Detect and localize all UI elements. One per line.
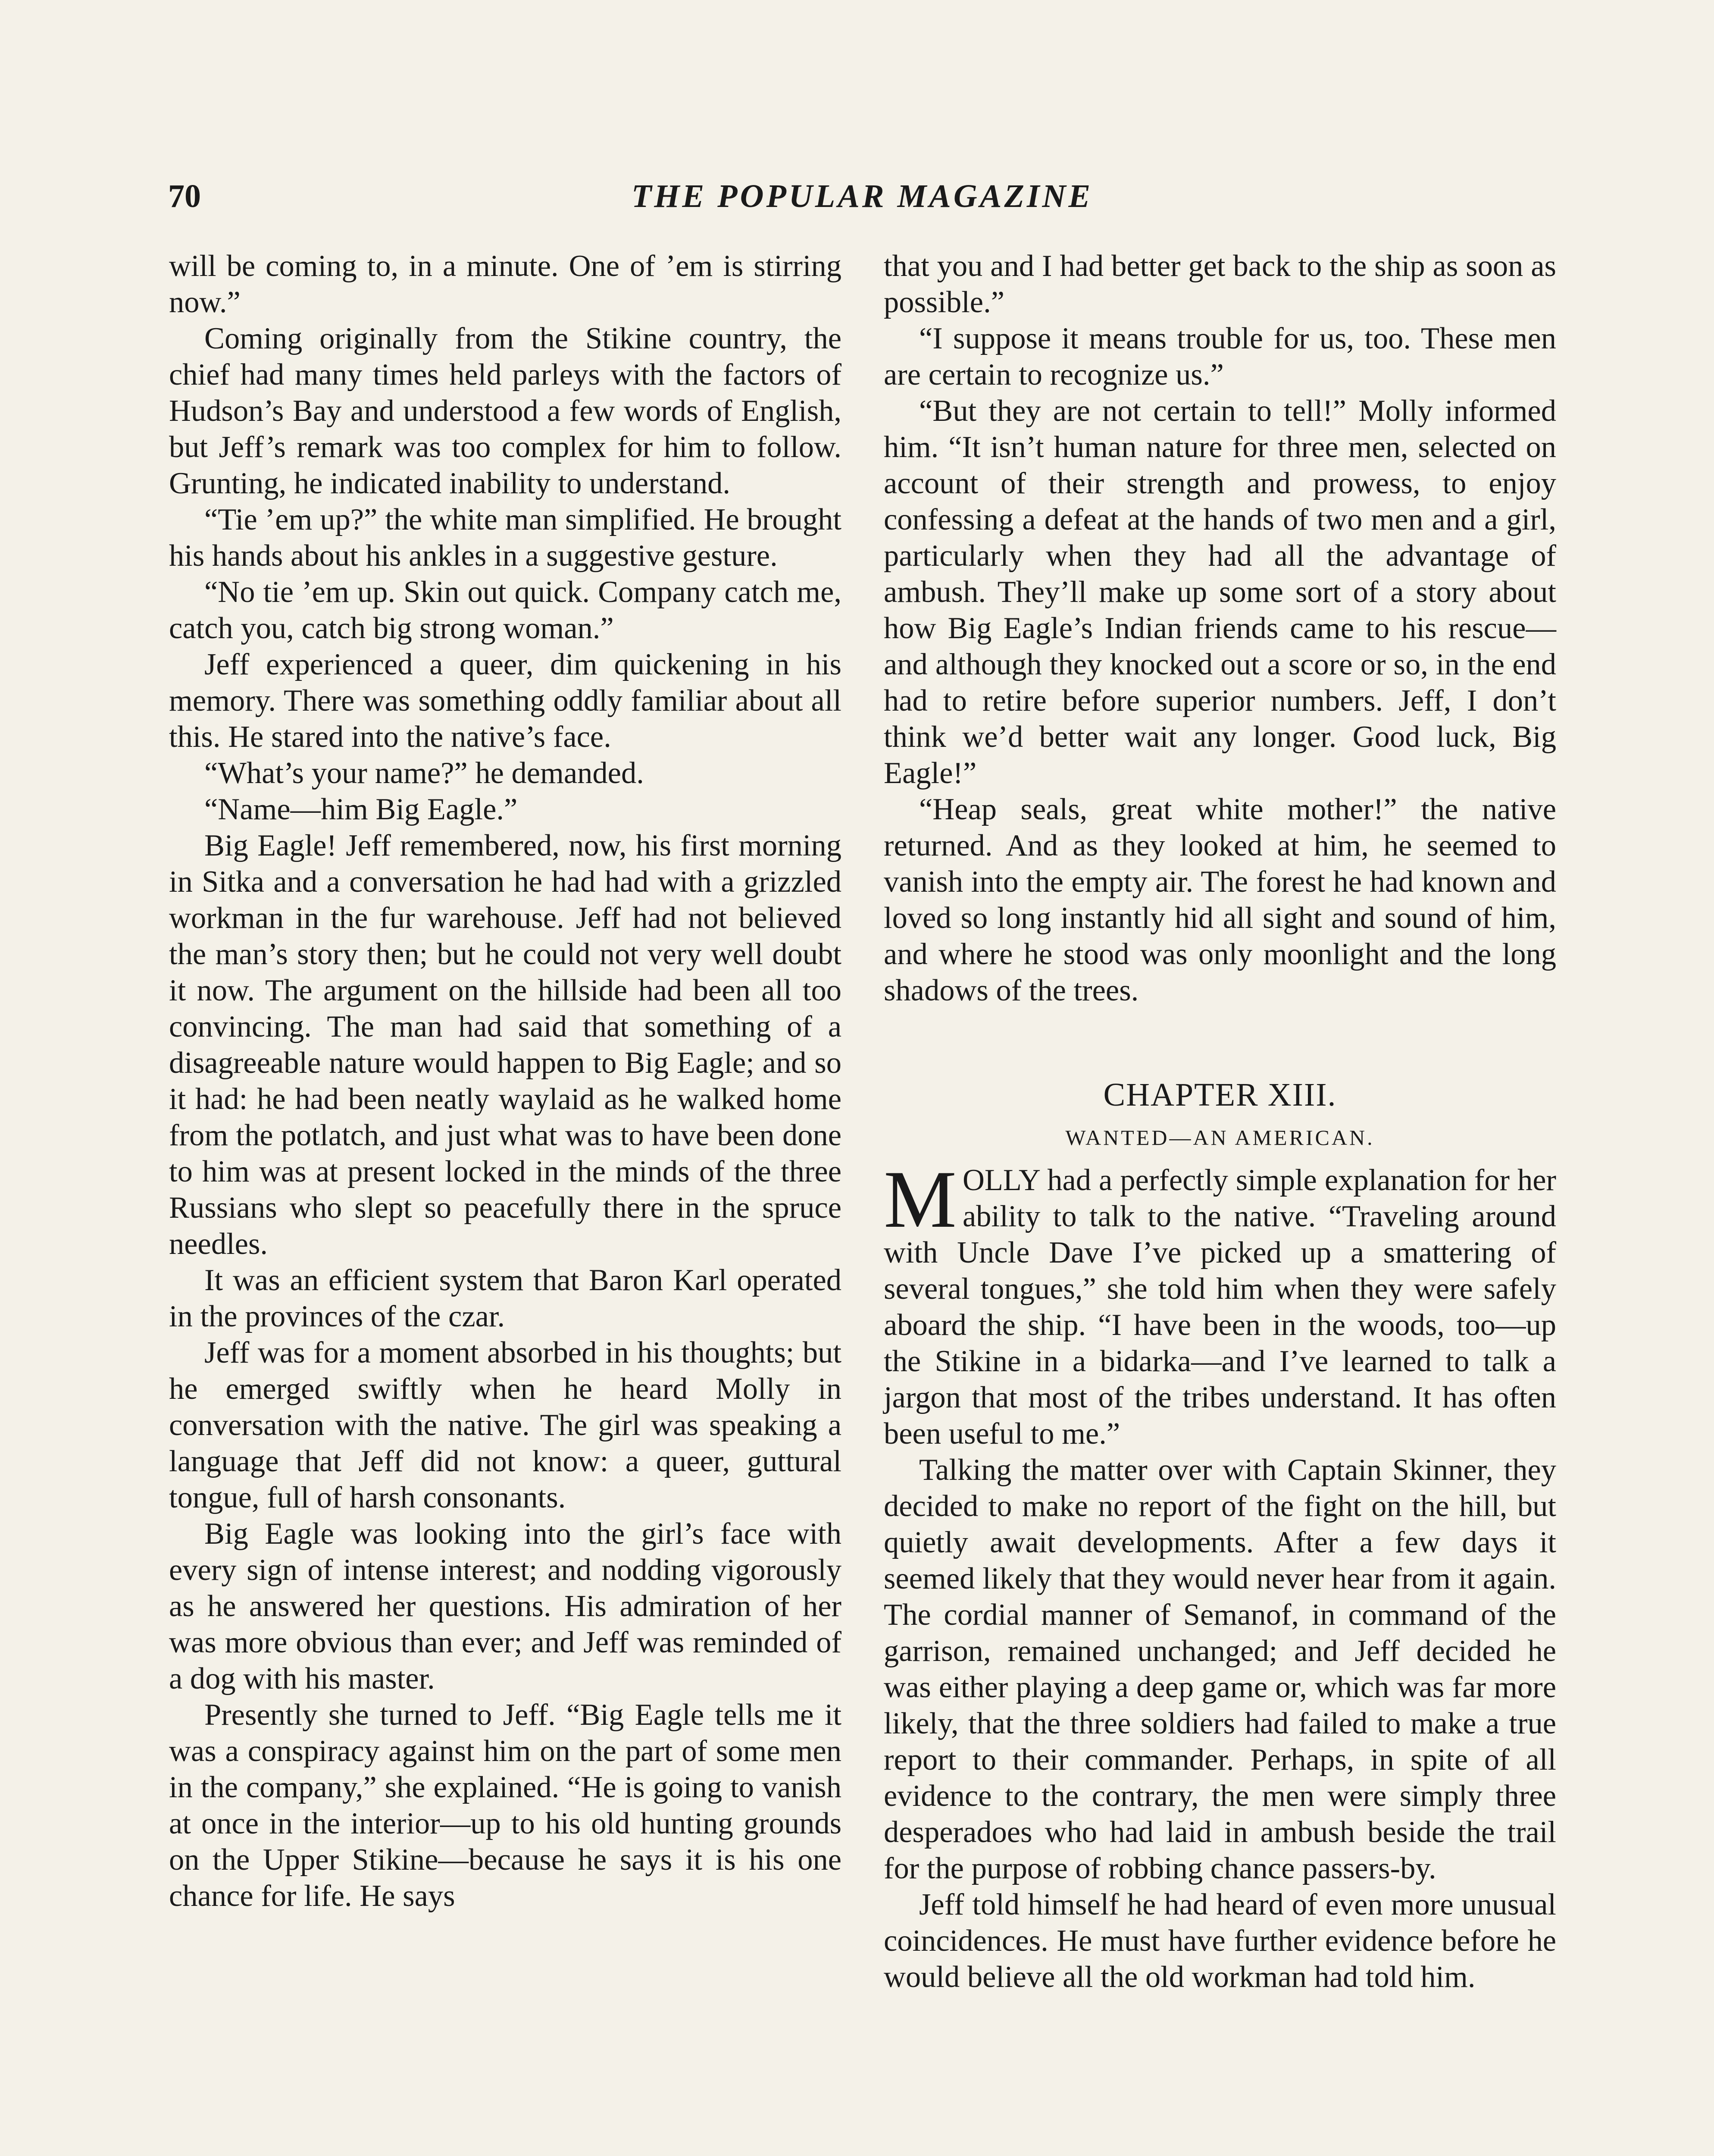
paragraph: Presently she turned to Jeff. “Big Eagle tells me it was a conspiracy against him on the part of some men in the company,” she explained. “He is going to vanish at once in the interior—up to his old hunting grounds on the Upper Stikine—because he says it is his one chance for life. He says <box>169 1698 841 1913</box>
paragraph: that you and I had better get back to the ship as soon as possible.” <box>884 249 1556 319</box>
page-number: 70 <box>168 178 201 214</box>
paragraph: Jeff was for a moment absorbed in his thoughts; but he emerged swiftly when he heard Molly in conversation with the native. The girl was speaking a language that Jeff did not know: a queer, guttural tongue, full of harsh consonants. <box>169 1336 841 1514</box>
paragraph: Big Eagle! Jeff remembered, now, his first morning in Sitka and a conversation he had had with a grizzled workman in the fur warehouse. Jeff had not believed the man’s story then; but he could not very well doubt it now. The argument on the hillside had been all too convincing. The man had said that something of a disagreeable nature would happen to Big Eagle; and so it had: he had been neatly waylaid as he walked home from the potlatch, and just what was to have been done to him was at present locked in the minds of the three Russians who slept so peacefully there in the spruce needles. <box>169 829 841 1261</box>
paragraph: Coming originally from the Stikine country, the chief had many times held parleys with the factors of Hudson’s Bay and understood a few words of English, but Jeff’s remark was too complex for him to follow. Grunting, he indicated inability to understand. <box>169 322 841 500</box>
paragraph: “Tie ’em up?” the white man simplified. He brought his hands about his ankles in a suggestive gesture. <box>169 503 841 573</box>
paragraph: “No tie ’em up. Skin out quick. Company catch me, catch you, catch big strong woman.” <box>169 575 841 645</box>
page-header <box>168 170 1556 222</box>
chapter-opening-paragraph <box>884 1154 1556 1452</box>
paragraph: Jeff told himself he had heard of even more unusual coincidences. He must have further evidence before he would believe all the old workman had told him. <box>884 1888 1556 1994</box>
chapter-title: CHAPTER XIII. <box>1103 1077 1337 1113</box>
paragraph: “What’s your name?” he demanded. <box>204 756 644 790</box>
right-column <box>884 248 1556 1995</box>
left-column <box>169 248 841 1914</box>
running-title: THE POPULAR MAGAZINE <box>631 178 1093 214</box>
chapter-subtitle: WANTED—AN AMERICAN. <box>1065 1125 1375 1150</box>
paragraph: “Heap seals, great white mother!” the native returned. And as they looked at him, he seemed to vanish into the empty air. The forest he had known and loved so long instantly hid all sight and sound of him, and where he stood was only moonlight and the long shadows of the trees. <box>884 793 1556 1007</box>
paragraph: “But they are not certain to tell!” Molly informed him. “It isn’t human nature for three men, selected on account of their strength and prowess, to enjoy confessing a defeat at the hands of two men and a girl, particularly when they had all the advantage of ambush. They’ll make up some sort of a story about how Big Eagle’s Indian friends came to his rescue—and although they knocked out a score or so, in the end had to retire before superior numbers. Jeff, I don’t think we’d better wait any longer. Good luck, Big Eagle!” <box>884 394 1556 790</box>
paragraph: Talking the matter over with Captain Skinner, they decided to make no report of the fight on the hill, but quietly await developments. After a few days it seemed likely that they would never hear from it again. The cordial manner of Semanof, in command of the garrison, remained unchanged; and Jeff decided he was either playing a deep game or, which was far more likely, that the three soldiers had failed to make a true report to their commander. Perhaps, in spite of all evidence to the contrary, the men were simply three desperadoes who had laid in ambush beside the trail for the purpose of robbing chance passers-by. <box>884 1453 1556 1885</box>
paragraph: Jeff experienced a queer, dim quickening in his memory. There was something oddly familiar about all this. He stared into the native’s face. <box>169 648 841 754</box>
paragraph: “I suppose it means trouble for us, too. These men are certain to recognize us.” <box>884 322 1556 392</box>
drop-cap: M <box>884 1154 957 1245</box>
paragraph: Big Eagle was looking into the girl’s face with every sign of intense interest; and nodding vigorously as he answered her questions. His admiration of her was more obvious than ever; and Jeff was reminded of a dog with his master. <box>169 1517 841 1695</box>
paragraph: will be coming to, in a minute. One of ’em is stirring now.” <box>169 249 841 319</box>
opening-paragraph-text: OLLY had a perfectly simple explanation for her ability to talk to the native. “Traveling around with Uncle Dave I’ve picked up a smattering of several tongues,” she told him when they were safely aboard the ship. “I have been in the woods, too—up the Stikine in a bidarka—and I’ve learned to talk a jargon that most of the tribes understand. It has often been useful to me.” <box>884 1163 1556 1451</box>
paragraph: It was an efficient system that Baron Karl operated in the provinces of the czar. <box>169 1263 841 1333</box>
paragraph: “Name—him Big Eagle.” <box>204 793 518 826</box>
